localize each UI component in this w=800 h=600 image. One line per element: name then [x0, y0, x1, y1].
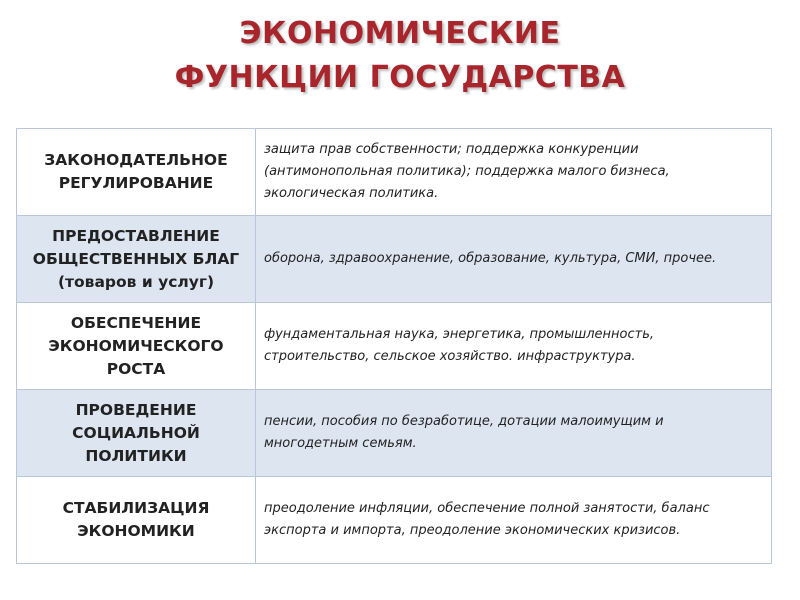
- title-line-1: ЭКОНОМИЧЕСКИЕ: [239, 16, 561, 51]
- function-name: ЗАКОНОДАТЕЛЬНОЕ РЕГУЛИРОВАНИЕ: [17, 129, 256, 216]
- function-description: преодоление инфляции, обеспечение полной занятости, баланс экспорта и импорта, преодоление экономических кризисов.: [256, 477, 772, 564]
- function-name: ПРОВЕДЕНИЕ СОЦИАЛЬНОЙ ПОЛИТИКИ: [17, 390, 256, 477]
- table-row: [17, 477, 772, 564]
- table-row: [17, 129, 772, 216]
- function-description: защита прав собственности; поддержка конкуренции (антимонопольная политика); поддержка малого бизнеса, экологическая политика.: [256, 129, 772, 216]
- functions-table: [16, 128, 772, 564]
- title-line-2: ФУНКЦИИ ГОСУДАРСТВА: [174, 60, 626, 95]
- function-name: ОБЕСПЕЧЕНИЕ ЭКОНОМИЧЕСКОГО РОСТА: [17, 303, 256, 390]
- function-description: фундаментальная наука, энергетика, промышленность, строительство, сельское хозяйство. инфраструктура.: [256, 303, 772, 390]
- table-row: [17, 216, 772, 303]
- function-description: пенсии, пособия по безработице, дотации малоимущим и многодетным семьям.: [256, 390, 772, 477]
- table-row: [17, 303, 772, 390]
- function-name: ПРЕДОСТАВЛЕНИЕ ОБЩЕСТВЕННЫХ БЛАГ (товаров и услуг): [17, 216, 256, 303]
- function-name: СТАБИЛИЗАЦИЯ ЭКОНОМИКИ: [17, 477, 256, 564]
- page-title: [0, 12, 800, 100]
- function-description: оборона, здравоохранение, образование, культура, СМИ, прочее.: [256, 216, 772, 303]
- table-row: [17, 390, 772, 477]
